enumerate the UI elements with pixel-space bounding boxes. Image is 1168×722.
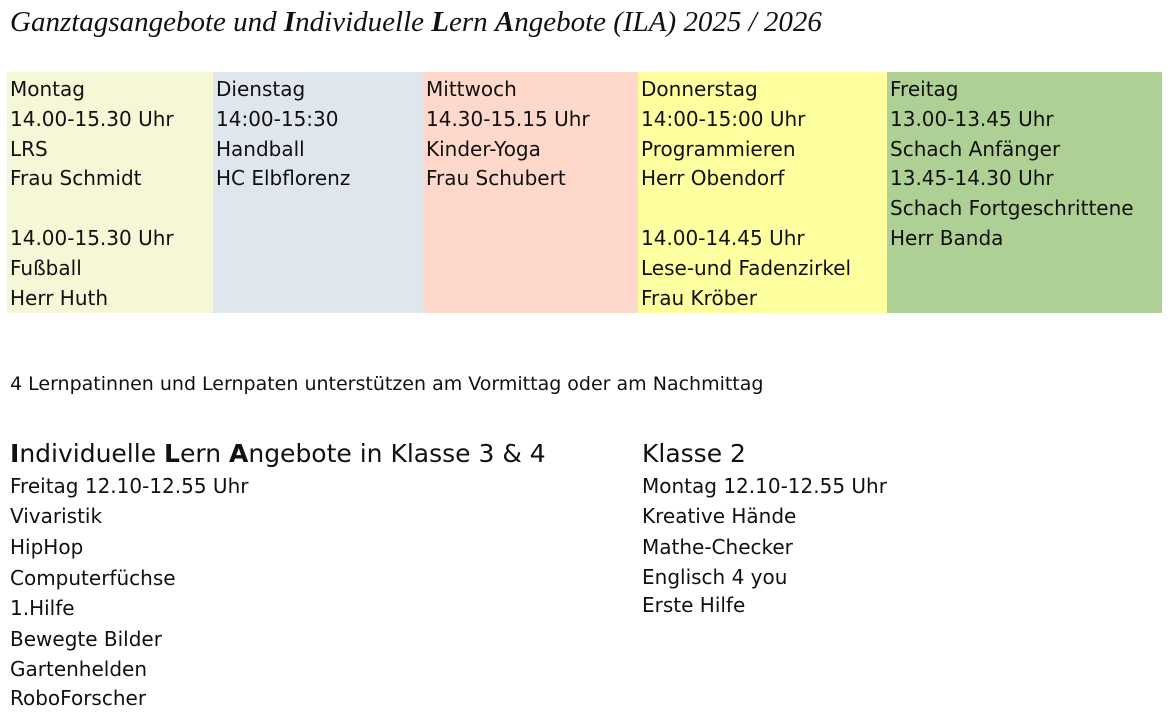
schedule-line: Programmieren xyxy=(641,136,796,161)
day-column-freitag xyxy=(887,72,1162,313)
day-name: Montag xyxy=(10,77,85,101)
heading-part: I xyxy=(10,439,20,468)
schedule-line: Frau Schubert xyxy=(426,166,566,191)
title-part: Ganztagsangebote und xyxy=(10,6,284,38)
title-part: ngebote (ILA) 2025 / 2026 xyxy=(514,6,822,38)
heading-part: ndividuelle xyxy=(19,439,165,468)
day-name: Freitag xyxy=(890,77,959,101)
title-part: I xyxy=(283,6,296,38)
schedule-line: Herr Banda xyxy=(890,225,1004,250)
day-column-donnerstag xyxy=(638,72,887,313)
ila-heading: Klasse 2 xyxy=(642,439,746,468)
schedule-gap xyxy=(10,194,213,224)
ila-heading xyxy=(10,437,546,471)
ila-list xyxy=(642,471,887,619)
list-item: Gartenhelden xyxy=(10,657,148,681)
heading-part: ern xyxy=(179,439,229,468)
list-item: Computerfüchse xyxy=(10,566,176,590)
ila-klasse-2 xyxy=(642,437,887,619)
mentor-note: 4 Lernpatinnen und Lernpaten unterstützen am Vormittag oder am Nachmittag xyxy=(10,373,764,395)
list-item: Kreative Hände xyxy=(642,504,797,528)
ila-time: Montag 12.10-12.55 Uhr xyxy=(642,474,887,498)
day-name: Dienstag xyxy=(216,77,306,101)
day-column-mittwoch xyxy=(423,72,638,313)
title-part: L xyxy=(431,6,449,38)
schedule-line: Schach Fortgeschrittene xyxy=(890,196,1134,221)
schedule-gap xyxy=(641,194,887,224)
schedule-line: 14.00-15.30 Uhr xyxy=(10,106,174,131)
title-part: A xyxy=(494,6,515,38)
day-name: Donnerstag xyxy=(641,77,758,101)
schedule-line: Kinder-Yoga xyxy=(426,136,541,161)
heading-part: A xyxy=(228,439,249,468)
day-name: Mittwoch xyxy=(426,77,517,101)
title-part: ern xyxy=(448,6,495,38)
schedule-line: 13.00-13.45 Uhr xyxy=(890,106,1054,131)
schedule-line: 14.00-14.45 Uhr xyxy=(641,225,805,250)
schedule-line: 13.45-14.30 Uhr xyxy=(890,166,1054,191)
schedule-line: 14.30-15.15 Uhr xyxy=(426,106,590,131)
weekly-schedule-table xyxy=(7,72,1162,313)
day-column-dienstag xyxy=(213,72,423,313)
schedule-line: 14.00-15.30 Uhr xyxy=(10,225,174,250)
schedule-line: Fußball xyxy=(10,255,82,280)
schedule-line: HC Elbflorenz xyxy=(216,166,351,191)
list-item: Englisch 4 you xyxy=(642,565,788,589)
page-title xyxy=(10,6,822,39)
list-item: Bewegte Bilder xyxy=(10,627,162,651)
ila-list xyxy=(10,471,546,713)
schedule-line: Handball xyxy=(216,136,305,161)
list-item: Mathe-Checker xyxy=(642,535,793,559)
ila-klasse-3-4 xyxy=(10,437,546,713)
schedule-line: Herr Huth xyxy=(10,285,109,310)
schedule-line: 14:00-15:00 Uhr xyxy=(641,106,806,131)
schedule-line: LRS xyxy=(10,136,48,161)
day-column-montag xyxy=(7,72,213,313)
list-item: 1.Hilfe xyxy=(10,596,75,620)
schedule-line: Frau Schmidt xyxy=(10,166,142,191)
ila-time: Freitag 12.10-12.55 Uhr xyxy=(10,474,249,498)
schedule-line: Frau Kröber xyxy=(641,285,757,310)
list-item: Vivaristik xyxy=(10,504,103,528)
heading-part: ngebote in Klasse 3 & 4 xyxy=(248,439,546,468)
list-item: Erste Hilfe xyxy=(642,593,746,617)
heading-part: L xyxy=(164,439,180,468)
schedule-line: Lese-und Fadenzirkel xyxy=(641,255,852,280)
schedule-line: Schach Anfänger xyxy=(890,136,1061,161)
title-part: ndividuelle xyxy=(295,6,432,38)
schedule-line: 14:00-15:30 xyxy=(216,106,339,131)
list-item: RoboForscher xyxy=(10,686,147,710)
schedule-line: Herr Obendorf xyxy=(641,166,785,191)
list-item: HipHop xyxy=(10,535,84,559)
